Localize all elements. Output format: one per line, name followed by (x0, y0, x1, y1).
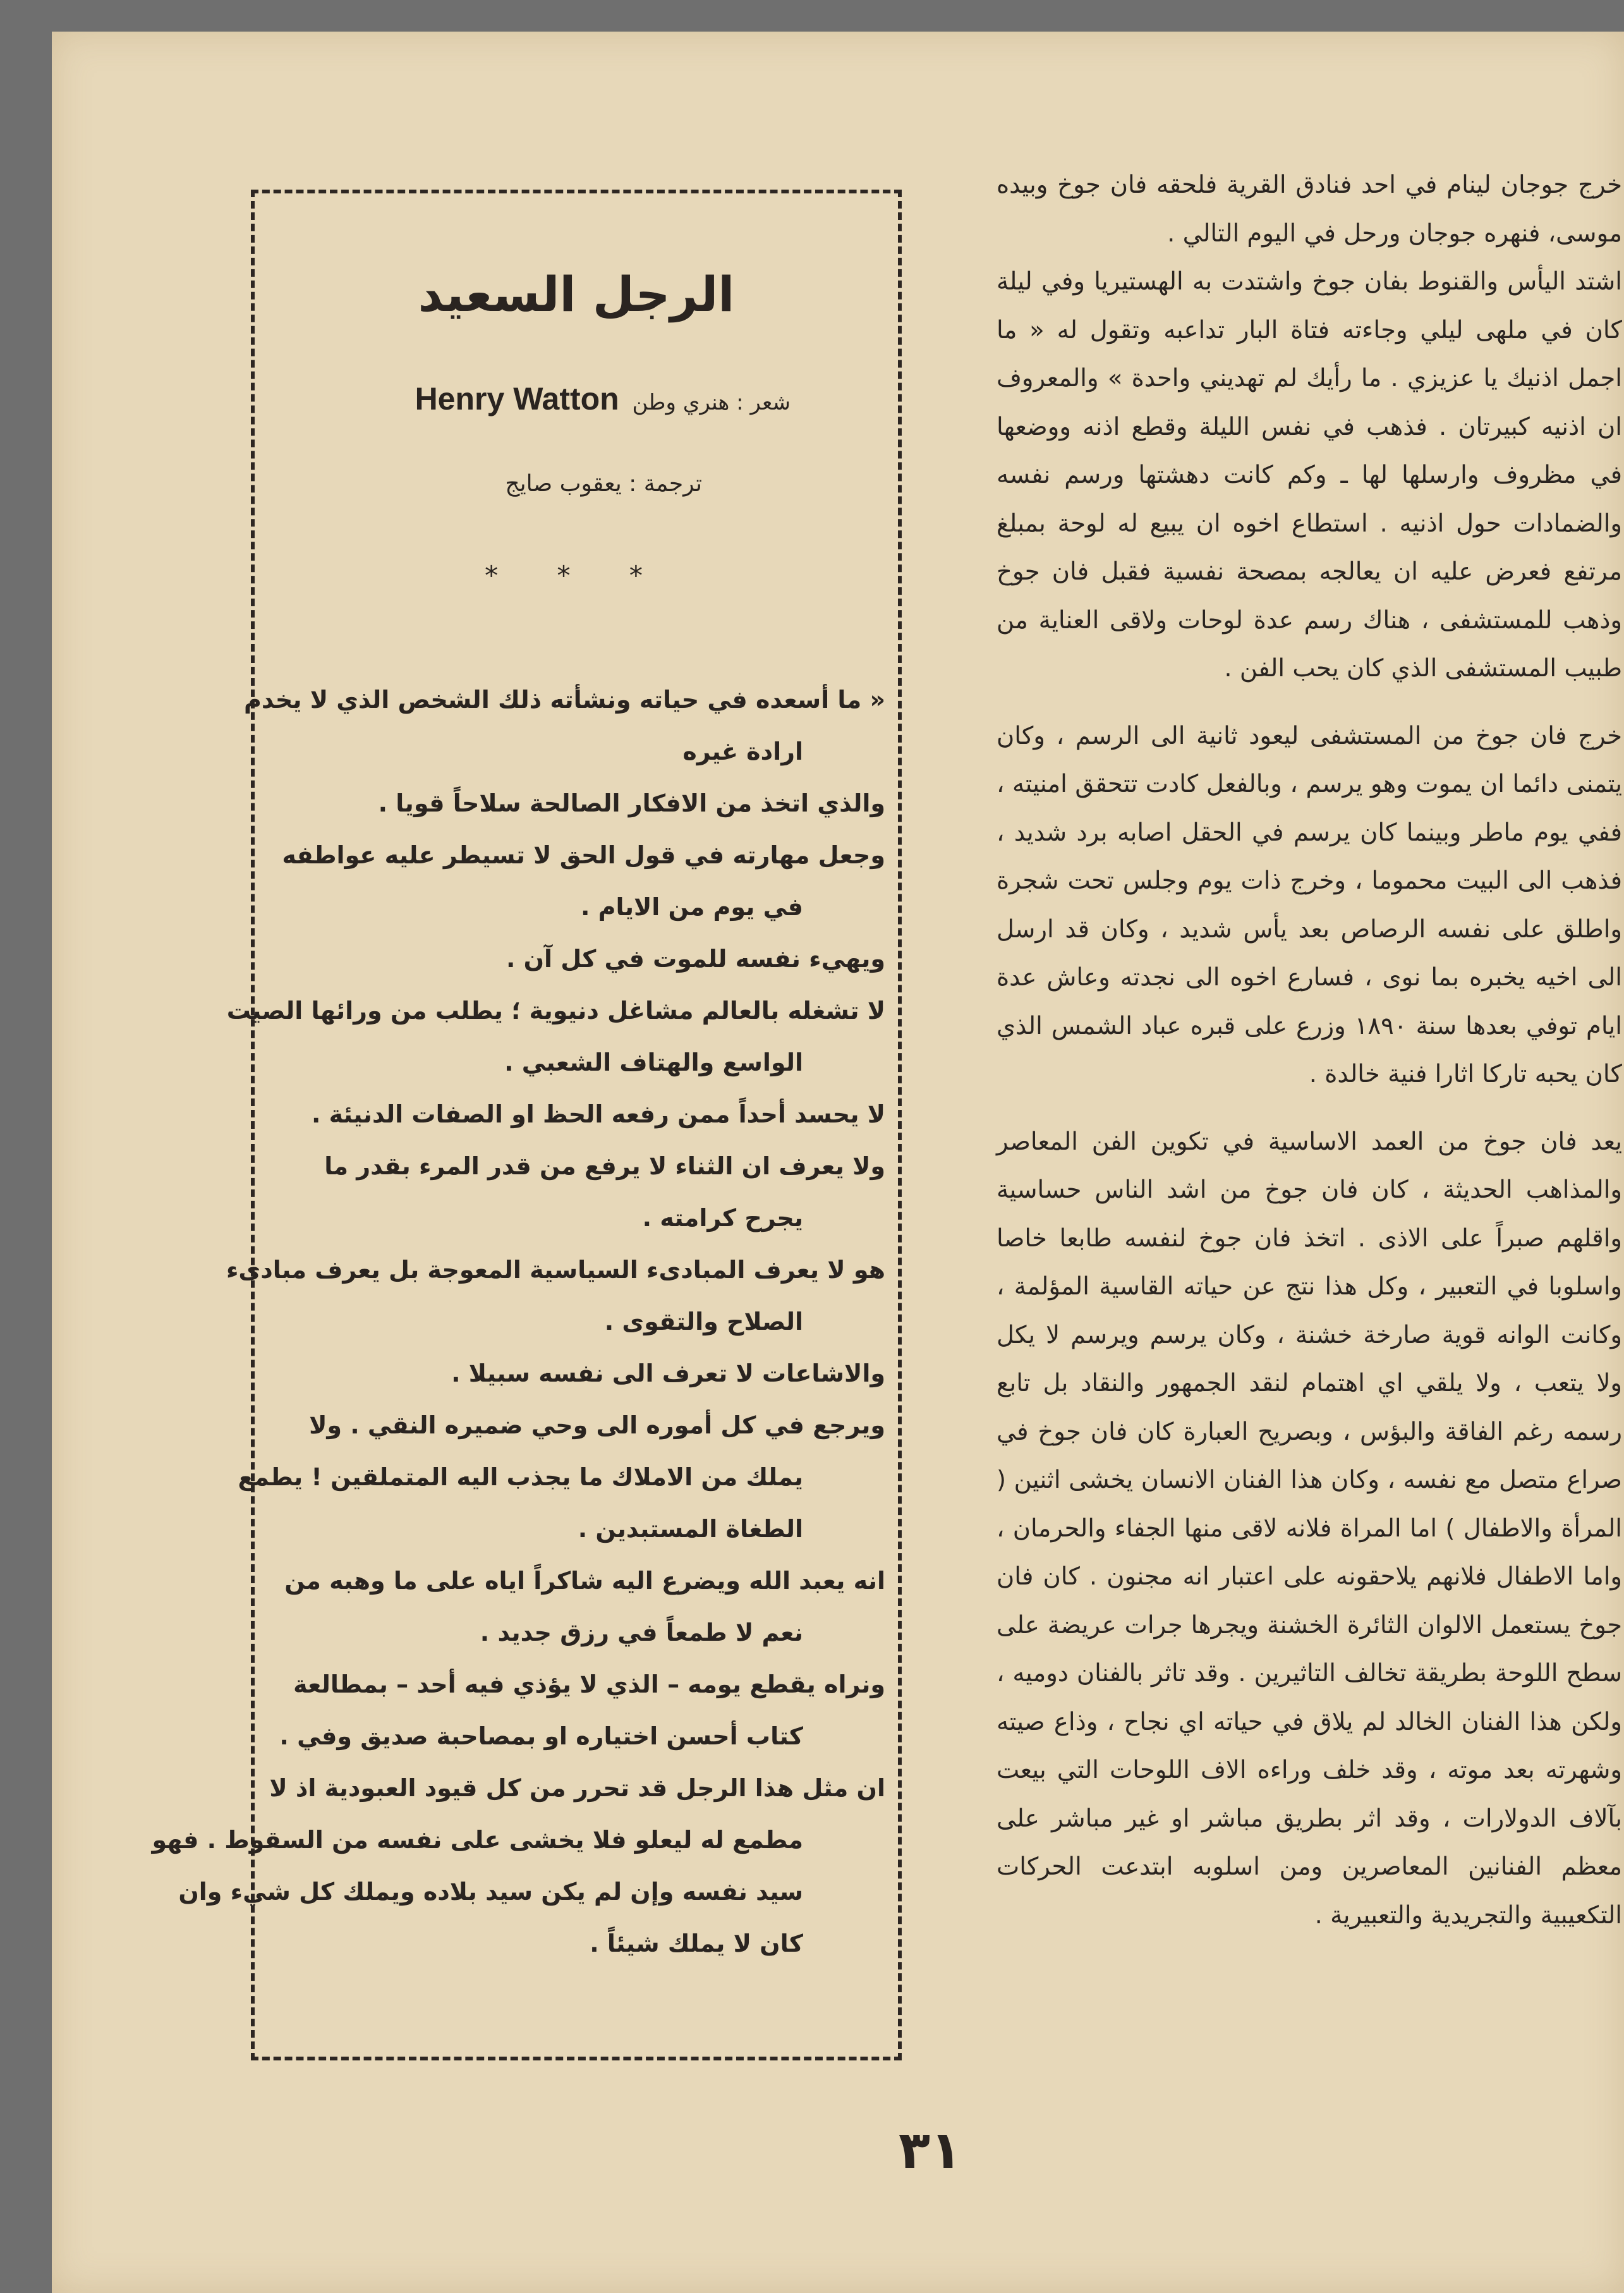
poem-line: يملك من الاملاك ما يجذب اليه المتملقين ! يطمع (238, 1463, 803, 1491)
poem-line: ان مثل هذا الرجل قد تحرر من كل قيود العبودية اذ لا (269, 1774, 885, 1802)
poem-line: في يوم من الايام . (580, 893, 803, 921)
poem-line: هو لا يعرف المبادىء السياسية المعوجة بل يعرف مبادىء (226, 1256, 885, 1284)
poem-body (152, 674, 885, 1969)
poem-line: كتاب أحسن اختياره او بمصاحبة صديق وفي . (279, 1722, 803, 1750)
poem-line: « ما أسعده في حياته ونشأته ذلك الشخص الذي لا يخدم (244, 686, 885, 714)
poem-box (152, 190, 902, 2060)
poem-line: الواسع والهتاف الشعبي . (504, 1049, 803, 1076)
poem-author-label: شعر : هنري وطن (632, 390, 791, 415)
poem-line: مطمع له ليعلو فلا يخشى على نفسه من السقوط . فهو (152, 1826, 803, 1854)
poem-translator: ترجمة : يعقوب صايج (505, 471, 702, 497)
poem-line: ويرجع في كل أموره الى وحي ضميره النقي . ولا (309, 1411, 885, 1439)
poem-line: انه يعبد الله ويضرع اليه شاكراً اياه على ما وهبه من (284, 1567, 885, 1595)
page-number: ٣١ (899, 2120, 962, 2180)
poem-line: لا يحسد أحداً ممن رفعه الحظ او الصفات الدنيئة . (311, 1100, 885, 1128)
poem-author (415, 374, 791, 428)
poem-line: سيد نفسه وإن لم يكن سيد بلاده ويملك كل شيء وان (178, 1878, 803, 1906)
poem-line: كان لا يملك شيئاً . (590, 1930, 803, 1957)
article-paragraph: اشتد اليأس والقنوط بفان جوخ واشتدت به الهستيريا وفي ليلة كان في ملهى ليلي وجاءته فتاة البار تداعبه وتقول له « ما اجمل اذنيك يا عزيزي . ما رأيك لم تهديني واحدة » والمعروف ان اذنيه كبيرتان . فذهب في نفس الليلة وقطع اذنه ووضعها في مظروف وارسلها لها ـ وكم كانت دهشتها ورسم نفسه والضمادات حول اذنيه . استطاع اخوه ان يبيع له لوحة بمبلغ مرتفع فعرض عليه ان يعالجه بمصحة نفسية فقبل فان جوخ وذهب للمستشفى ، هناك رسم عدة لوحات ولاقى العناية من طبيب المستشفى الذي كان يحب الفن . (997, 267, 1622, 683)
magazine-page (52, 32, 1624, 2293)
poem-line: لا تشغله بالعالم مشاغل دنيوية ؛ يطلب من ورائها الصيت (226, 997, 885, 1025)
poem-line: يجرح كرامته . (642, 1204, 803, 1232)
article-column (997, 161, 1622, 2108)
poem-line: وجعل مهارته في قول الحق لا تسيطر عليه عواطفه (282, 841, 885, 869)
poem-separator: * * * (485, 560, 668, 591)
poem-line: الصلاح والتقوى . (604, 1308, 803, 1335)
poem-line: ونراه يقطع يومه – الذي لا يؤذي فيه أحد – بمطالعة (293, 1670, 885, 1698)
poem-line: الطغاة المستبدين . (578, 1515, 803, 1543)
poem-line: ارادة غيره (682, 738, 803, 765)
article-paragraph: خرج جوجان لينام في احد فنادق القرية فلحقه فان جوخ وبيده موسى، فنهره جوجان ورحل في اليوم التالي . (997, 171, 1622, 248)
article-paragraph: يعد فان جوخ من العمد الاساسية في تكوين الفن المعاصر والمذاهب الحديثة ، كان فان جوخ من اشد الناس حساسية واقلهم صبراً على الاذى . اتخذ فان جوخ لنفسه طابعا خاصا واسلوبا في التعبير ، وكل هذا نتج عن حياته القاسية المؤلمة ، وكانت الوانه قوية صارخة خشنة ، وكان يرسم ويرسم لا يكل ولا يتعب ، ولا يلقي اي اهتمام لنقد الجمهور والنقاد بل تابع رسمه رغم الفاقة والبؤس ، وبصريح العبارة كان فان جوخ في صراع متصل مع نفسه ، وكان هذا الفنان الانسان يخشى اثنين ( المرأة والاطفال ) اما المراة فلانه لاقى منها الجفاء والحرمان ، واما الاطفال فلانهم يلاحقونه على اعتبار انه مجنون . كان فان جوخ يستعمل الالوان الثائرة الخشنة ويجرها جرات عريضة على سطح اللوحة بطريقة تخالف التاثيرين . وقد تاثر بالفنان دوميه ، ولكن هذا الفنان الخالد لم يلاق في حياته اي نجاح ، وذاع صيته وشهرته بعد موته ، وقد خلف وراءه الاف اللوحات التي بيعت بآلاف الدولارات ، وقد اثر بطريق مباشر او غير مباشر على معظم الفنانين المعاصرين ومن اسلوبه ابتدعت الحركات التكعيبية والتجريدية والتعبيرية . (997, 1127, 1622, 1930)
poem-line: ولا يعرف ان الثناء لا يرفع من قدر المرء بقدر ما (324, 1152, 885, 1180)
poem-line: والذي اتخذ من الافكار الصالحة سلاحاً قويا . (378, 789, 885, 817)
poem-line: نعم لا طمعاً في رزق جديد . (480, 1619, 803, 1646)
poem-line: والاشاعات لا تعرف الى نفسه سبيلا . (451, 1359, 885, 1387)
poem-line: ويهيء نفسه للموت في كل آن . (506, 945, 885, 973)
poem-author-latin: Henry Watton (415, 381, 619, 417)
poem-title: الرجل السعيد (418, 266, 735, 322)
article-paragraph: خرج فان جوخ من المستشفى ليعود ثانية الى الرسم ، وكان يتمنى دائما ان يموت وهو يرسم ، وبالفعل كادت تتحقق امنيته ، ففي يوم ماطر وبينما كان يرسم في الحقل اصابه برد شديد ، فذهب الى البيت محموما ، وخرج ذات يوم وجلس تحت شجرة واطلق على نفسه الرصاص بعد يأس شديد ، وكان قد ارسل الى اخيه يخبره بما نوى ، فسارع اخوه الى نجدته وعاش عدة ايام توفي بعدها سنة ١٨٩٠ وزرع على قبره عباد الشمس الذي كان يحبه تاركا اثارا فنية خالدة . (997, 721, 1622, 1088)
